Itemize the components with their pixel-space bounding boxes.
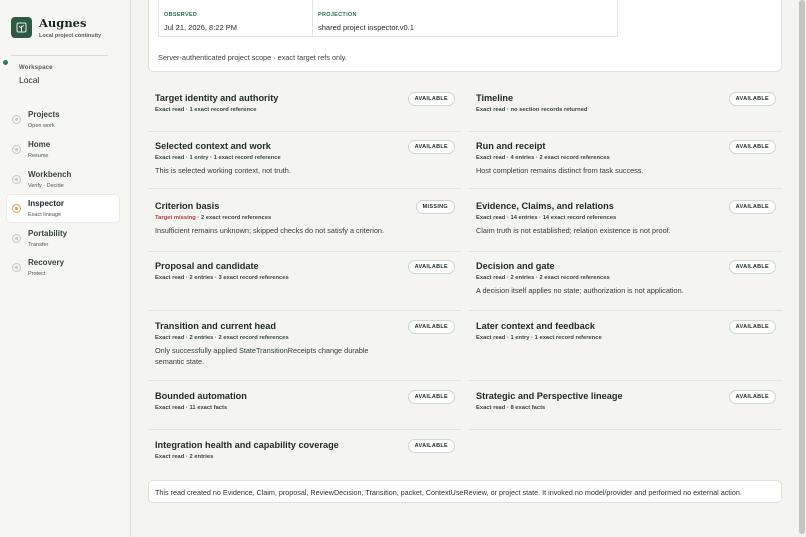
card-meta: Exact read · 4 entries · 2 exact record references — [476, 155, 610, 161]
card-bounded-automation[interactable] — [148, 381, 461, 430]
card-title: Strategic and Perspective lineage — [476, 391, 623, 401]
sidebar-item-subtitle: Transfer — [28, 242, 49, 248]
missing-indicator: Target missing — [155, 215, 196, 221]
observed-label: OBSERVED — [164, 12, 198, 18]
card-later-context[interactable] — [469, 311, 782, 381]
card-meta: Exact read · no section records returned — [476, 107, 588, 113]
card-meta: Exact read · 1 exact record reference — [155, 107, 257, 113]
card-title: Timeline — [476, 93, 514, 103]
status-badge: AVAILABLE — [408, 390, 455, 404]
card-meta: Exact read · 2 entries · 2 exact record references — [155, 335, 289, 341]
status-badge: AVAILABLE — [408, 140, 455, 154]
page-scrollbar[interactable] — [798, 0, 806, 537]
card-meta: Exact read · 1 entry · 1 exact record reference — [155, 155, 281, 161]
workspace-value[interactable]: Local — [19, 75, 40, 85]
card-description: This is selected working context, not truth. — [155, 166, 291, 175]
projection-label: PROJECTION — [318, 12, 357, 18]
sidebar-item-subtitle: Resume — [28, 153, 49, 159]
sidebar-item-recovery[interactable] — [7, 254, 119, 281]
card-title: Transition and current head — [155, 321, 276, 331]
card-integration-health[interactable] — [148, 430, 461, 475]
card-title: Bounded automation — [155, 391, 247, 401]
card-title: Run and receipt — [476, 141, 546, 151]
sidebar-item-subtitle: Protect — [28, 271, 46, 277]
card-run-receipt[interactable] — [469, 132, 782, 189]
card-description: A decision itself applies no state; authorization is not application. — [476, 286, 684, 295]
sidebar-item-subtitle: Exact lineage — [28, 212, 62, 218]
card-description: Insufficient remains unknown; skipped checks do not satisfy a criterion. — [155, 226, 385, 235]
card-meta-rest: · 2 exact record references — [195, 215, 272, 221]
status-badge: AVAILABLE — [729, 200, 776, 214]
plant-icon — [11, 17, 32, 38]
card-transition-head[interactable] — [148, 311, 461, 381]
card-strategic-lineage[interactable] — [469, 381, 782, 430]
sidebar-item-title: Workbench — [28, 170, 72, 179]
card-description: Host completion remains distinct from task success. — [476, 166, 644, 175]
sidebar-item-title: Home — [28, 140, 51, 149]
status-badge: AVAILABLE — [408, 320, 455, 334]
read-only-notice-text: This read created no Evidence, Claim, proposal, ReviewDecision, Transition, packet, ContextUseReview, or project state. It invoked no model/provider and performed no external action. — [155, 488, 742, 497]
sidebar-item-subtitle: Open work — [28, 123, 55, 129]
sidebar-item-title: Projects — [28, 110, 60, 119]
observed-box — [158, 0, 313, 37]
status-badge: AVAILABLE — [729, 320, 776, 334]
card-meta: Exact read · 2 entries — [155, 454, 214, 460]
card-title: Decision and gate — [476, 261, 555, 271]
sidebar-item-projects[interactable] — [7, 106, 119, 133]
card-title: Selected context and work — [155, 141, 271, 151]
card-title: Later context and feedback — [476, 321, 595, 331]
card-meta — [155, 215, 271, 221]
card-meta: Exact read · 11 exact facts — [155, 405, 228, 411]
card-target-identity[interactable] — [148, 84, 461, 132]
sidebar-item-title: Recovery — [28, 258, 65, 267]
card-proposal-candidate[interactable] — [148, 252, 461, 311]
card-timeline[interactable] — [469, 84, 782, 132]
projection-box — [313, 0, 618, 37]
card-title: Target identity and authority — [155, 93, 279, 103]
read-only-notice — [148, 480, 782, 503]
status-badge: AVAILABLE — [408, 92, 455, 106]
card-meta: Exact read · 2 entries · 3 exact record references — [155, 275, 289, 281]
card-title: Proposal and candidate — [155, 261, 259, 271]
nav-dot-icon — [12, 115, 21, 124]
nav-dot-icon — [12, 175, 21, 184]
workspace-label: Workspace — [19, 65, 53, 71]
card-selected-context[interactable] — [148, 132, 461, 189]
projection-summary-panel — [148, 0, 782, 72]
sidebar-item-workbench[interactable] — [7, 166, 119, 193]
scrollbar-thumb[interactable] — [799, 0, 805, 534]
card-description: Claim truth is not established; relation existence is not proof. — [476, 226, 671, 235]
sidebar-item-inspector[interactable] — [7, 195, 119, 222]
card-title: Integration health and capability coverage — [155, 440, 339, 450]
card-meta: Exact read · 8 exact facts — [476, 405, 546, 411]
nav-dot-icon — [12, 234, 21, 243]
card-decision-gate[interactable] — [469, 252, 782, 311]
sidebar-item-home[interactable] — [7, 136, 119, 163]
card-evidence-claims[interactable] — [469, 189, 782, 252]
status-badge: AVAILABLE — [729, 140, 776, 154]
observed-value: Jul 21, 2026, 8:22 PM — [164, 23, 237, 32]
status-badge: AVAILABLE — [729, 260, 776, 274]
brand[interactable] — [11, 16, 101, 39]
card-description: Only successfully applied StateTransitionReceipts change durable semantic state. — [155, 346, 369, 366]
sidebar — [0, 0, 131, 537]
card-meta: Exact read · 1 entry · 1 exact record reference — [476, 335, 602, 341]
workspace-status-dot — [3, 60, 8, 65]
status-badge: AVAILABLE — [729, 92, 776, 106]
sidebar-item-title: Inspector — [28, 199, 65, 208]
status-badge: AVAILABLE — [408, 260, 455, 274]
sidebar-item-title: Portability — [28, 229, 68, 238]
card-meta: Exact read · 2 entries · 2 exact record references — [476, 275, 610, 281]
status-badge: MISSING — [416, 200, 455, 214]
nav-dot-icon — [12, 145, 21, 154]
card-criterion-basis[interactable] — [148, 189, 461, 252]
projection-value: shared project inspector.v0.1 — [318, 23, 414, 32]
nav-dot-icon — [12, 263, 21, 272]
status-badge: AVAILABLE — [729, 390, 776, 404]
sidebar-item-subtitle: Verify · Decide — [28, 183, 64, 189]
brand-subtitle: Local project continuity — [39, 33, 102, 39]
card-meta: Exact read · 14 entries · 14 exact record references — [476, 215, 617, 221]
status-badge: AVAILABLE — [408, 439, 455, 453]
inspector-main — [131, 0, 798, 537]
sidebar-divider — [11, 55, 108, 56]
sidebar-item-portability[interactable] — [7, 225, 119, 252]
card-title: Criterion basis — [155, 201, 220, 211]
card-title: Evidence, Claims, and relations — [476, 201, 614, 211]
scope-note: Server-authenticated project scope · exact target refs only. — [158, 53, 347, 62]
brand-name: Augnes — [39, 16, 87, 30]
nav-dot-icon — [12, 204, 21, 213]
